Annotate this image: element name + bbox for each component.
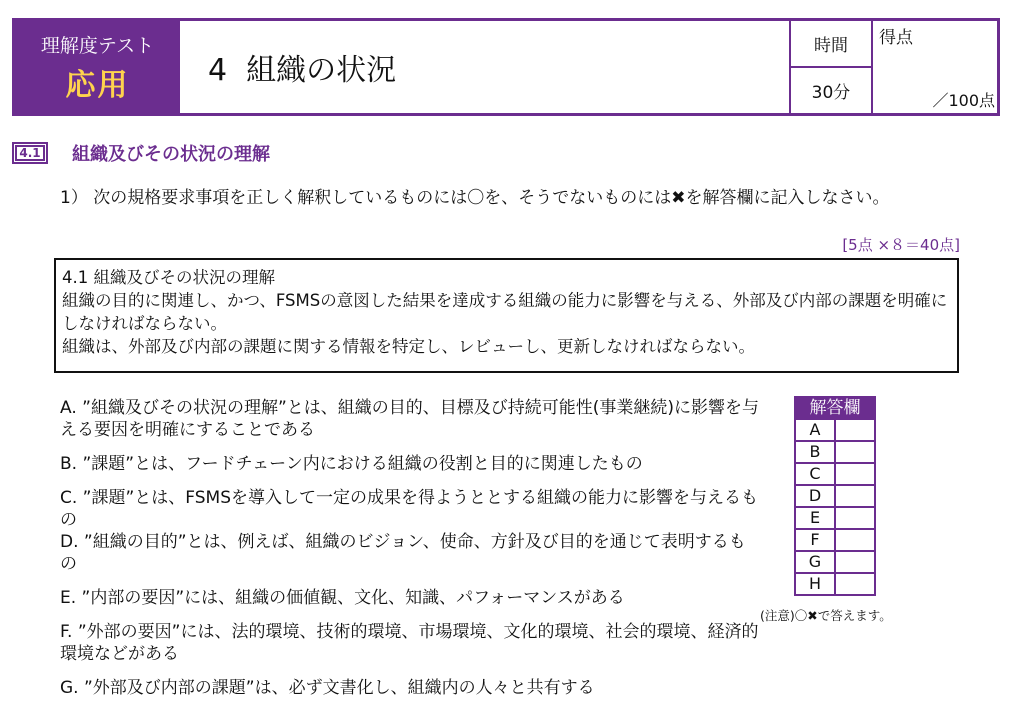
- time-box: [791, 21, 873, 113]
- badge-main-label: 応用: [65, 67, 130, 103]
- answer-cell[interactable]: [836, 530, 874, 550]
- answer-row-label: A: [796, 420, 836, 440]
- requirement-box: [54, 258, 959, 373]
- requirement-line: 組織の目的に関連し、かつ、FSMSの意図した結果を達成する組織の能力に影響を与える、外部及び内部の課題を明確にしなければならない。: [62, 291, 948, 333]
- score-label: 得点: [879, 28, 913, 48]
- question-text: 1） 次の規格要求事項を正しく解釈しているものには〇を、そうでないものには✖を解答欄に記入しなさい。: [60, 188, 890, 208]
- section-title: 組織及びその状況の理解: [72, 144, 270, 165]
- test-header: [12, 18, 1000, 116]
- answer-row-g: [794, 552, 876, 574]
- section-number: 4.1: [12, 142, 48, 164]
- answer-row-label: B: [796, 442, 836, 462]
- answer-row-label: F: [796, 530, 836, 550]
- option-e: E. ”内部の要因”には、組織の価値観、文化、知識、パフォーマンスがある: [60, 588, 625, 608]
- answer-cell[interactable]: [836, 464, 874, 484]
- answer-row-f: [794, 530, 876, 552]
- answer-cell[interactable]: [836, 420, 874, 440]
- answer-note: (注意)〇✖で答えます。: [760, 608, 892, 623]
- answer-row-d: [794, 486, 876, 508]
- requirement-line: 4.1 組織及びその状況の理解: [62, 268, 275, 287]
- time-value: 30分: [811, 83, 851, 103]
- points-note: [5点 ×８＝40点]: [842, 236, 960, 254]
- answer-cell[interactable]: [836, 508, 874, 528]
- score-box[interactable]: [873, 21, 997, 113]
- answer-cell[interactable]: [836, 552, 874, 572]
- requirement-line: 組織は、外部及び内部の課題に関する情報を特定し、レビューし、更新しなければならない。: [62, 337, 755, 356]
- badge-top-label: 理解度テスト: [40, 34, 155, 57]
- option-f: F. ”外部の要因”には、法的環境、技術的環境、市場環境、文化的環境、社会的環境、経済的環境などがある: [60, 622, 759, 664]
- answer-row-label: E: [796, 508, 836, 528]
- chapter-title: 4 組織の状況: [180, 21, 791, 113]
- option-a: A. ”組織及びその状況の理解”とは、組織の目的、目標及び持続可能性(事業継続)に影響を与える要因を明確にすることである: [60, 398, 760, 440]
- time-label: 時間: [791, 21, 871, 68]
- answer-row-label: D: [796, 486, 836, 506]
- option-g: G. ”外部及び内部の課題”は、必ず文書化し、組織内の人々と共有する: [60, 678, 595, 698]
- options-list: [60, 397, 760, 711]
- option-b: B. ”課題”とは、フードチェーン内における組織の役割と目的に関連したもの: [60, 454, 643, 474]
- option-d: D. ”組織の目的”とは、例えば、組織のビジョン、使命、方針及び目的を通じて表明するもの: [60, 532, 746, 574]
- answer-row-b: [794, 442, 876, 464]
- answer-row-e: [794, 508, 876, 530]
- score-total: ／100点: [932, 91, 995, 110]
- answer-sheet-title: 解答欄: [794, 396, 876, 420]
- answer-cell[interactable]: [836, 574, 874, 594]
- answer-cell[interactable]: [836, 442, 874, 462]
- answer-row-a: [794, 420, 876, 442]
- answer-row-label: H: [796, 574, 836, 594]
- answer-row-label: G: [796, 552, 836, 572]
- option-c: C. ”課題”とは、FSMSを導入して一定の成果を得ようととする組織の能力に影響を与えるもの: [60, 488, 759, 530]
- section-heading: [12, 140, 270, 166]
- answer-sheet: [794, 396, 876, 596]
- test-type-badge: [15, 21, 180, 113]
- answer-row-c: [794, 464, 876, 486]
- answer-row-h: [794, 574, 876, 596]
- answer-row-label: C: [796, 464, 836, 484]
- answer-cell[interactable]: [836, 486, 874, 506]
